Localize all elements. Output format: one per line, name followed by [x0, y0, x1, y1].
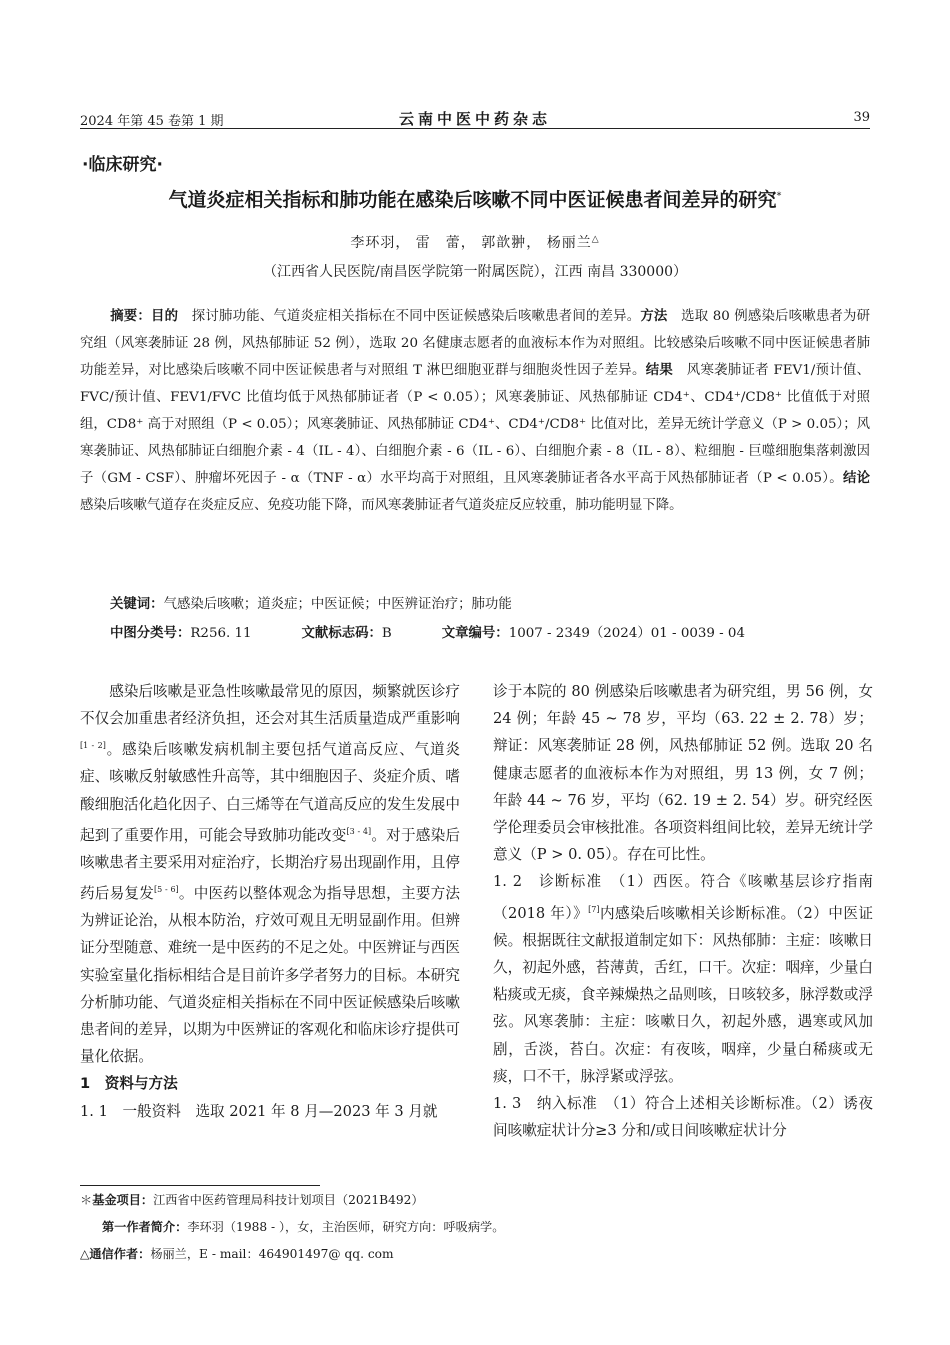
- page-number: 39: [853, 110, 870, 125]
- subsection-1-3: 1. 3 纳入标准 （1）符合上述相关诊断标准。（2）诱夜间咳嗽症状计分≥3 分和/或日间咳嗽症状计分: [493, 1094, 873, 1140]
- affiliation: （江西省人民医院/南昌医学院第一附属医院），江西 南昌 330000）: [262, 264, 688, 280]
- results-label: 结果: [645, 363, 674, 378]
- citation: [5 - 6]: [154, 885, 179, 895]
- objective-text: 探讨肺功能、气道炎症相关指标在不同中医证候感染后咳嗽患者间的差异。: [191, 309, 641, 324]
- first-author-note: 第一作者简介：李环羽（1988 - ），女，主治医师，研究方向：呼吸病学。: [102, 1220, 505, 1234]
- author-list: [0, 232, 950, 252]
- issue-info: 2024 年第 45 卷第 1 期: [80, 114, 224, 129]
- journal-name: 云南中医中药杂志: [398, 110, 551, 128]
- results-text: 风寒袭肺证者 FEV1/预计值、FVC/预计值、FEV1/FVC 比值均低于风热郁肺证者（P < 0.05）；风寒袭肺证、风热郁肺证 CD4⁺、CD4⁺/CD8⁺ 比值低于对照组，CD8⁺ 高于对照组（P < 0.05）；风寒袭肺证、风热郁肺证 CD4⁺、CD4⁺/CD8⁺ 比值对比，差异无统计学意义（P > 0.05）；风寒袭肺证、风热郁肺证白细胞介素 - 4（IL - 4）、白细胞介素 - 6（IL - 6）、白细胞介素 - 8（IL - 8）、粒细胞 - 巨噬细胞集落刺激因子（GM - CSF）、肿瘤坏死因子 - α（TNF - α）水平均高于对照组，且风寒袭肺证者各水平高于风热郁肺证者（P < 0.05）。: [80, 363, 871, 486]
- article-number: 文章编号：1007 - 2349（2024）01 - 0039 - 04: [441, 626, 745, 641]
- objective-label: 目的: [150, 309, 179, 324]
- citation: [7]: [588, 904, 600, 914]
- subsection-1-2: 1. 2 诊断标准 （1）西医。符合《咳嗽基层诊疗指南（2018 年）》[7]内感染后咳嗽相关诊断标准。（2）中医证候。根据既往文献报道制定如下：风热郁肺：主症：咳嗽日久，初起外感，苔薄黄，舌红，口干。次症：咽痒，少量白粘痰或无痰，食辛辣燥热之品则咳，日咳较多，脉浮数或浮弦。风寒袭肺：主症：咳嗽日久，初起外感，遇寒或风加剧，舌淡，苔白。次症：有夜咳，咽痒，少量白稀痰或无痰，口不干，脉浮紧或浮弦。: [493, 873, 873, 1085]
- citation: [1 - 2]: [80, 741, 106, 751]
- funding-note: ＊基金项目：江西省中医药管理局科技计划项目（2021B492）: [80, 1193, 424, 1207]
- body-column-left: [80, 678, 460, 1125]
- methods-text: 选取 80 例感染后咳嗽患者为研究组（风寒袭肺证 28 例，风热郁肺证 52 例），选取 20 名健康志愿者的血液标本作为对照组。比较感染后咳嗽不同中医证候患者肺功能差异，对比感染后咳嗽不同中医证候患者与对照组 T 淋巴细胞亚群与细胞炎性因子差异。: [80, 309, 870, 378]
- conclusion-label: 结论: [842, 471, 870, 486]
- title-text: 气道炎症相关指标和肺功能在感染后咳嗽不同中医证候患者间差异的研究: [168, 189, 777, 211]
- conclusion-text: 感染后咳嗽气道存在炎症反应、免疫功能下降，而风寒袭肺证者气道炎症反应较重，肺功能明显下降。: [80, 498, 683, 513]
- author-names: 李环羽， 雷 蕾， 郭歆翀， 杨丽兰: [350, 235, 592, 251]
- footnote-rule: [80, 1185, 320, 1186]
- classification-line: [110, 622, 870, 641]
- section-heading-1: 1 资料与方法: [80, 1075, 178, 1093]
- title-mark: *: [776, 190, 782, 202]
- corresponding-author-note: △通信作者：杨丽兰，E - mail：464901497@ qq. com: [80, 1247, 394, 1261]
- methods-label: 方法: [640, 309, 668, 324]
- keywords-label: 关键词：: [110, 597, 164, 612]
- keywords-text: 气感染后咳嗽；道炎症；中医证候；中医辨证治疗；肺功能: [163, 597, 512, 612]
- document-code: 文献标志码：B: [301, 626, 392, 641]
- body-column-right: [493, 678, 873, 1144]
- abstract: [80, 303, 870, 519]
- citation: [3 - 4]: [346, 826, 372, 836]
- keywords: [110, 593, 512, 612]
- subsection-1-1-cont: 诊于本院的 80 例感染后咳嗽患者为研究组，男 56 例，女 24 例；年龄 45 ~ 78 岁，平均（63. 22 ± 2. 78）岁；辩证：风寒袭肺证 28 例，风热郁肺证 52 例。选取 20 名健康志愿者的血液标本作为对照组，男 13 例，女 7 例；年龄 44 ~ 76 岁，平均（62. 19 ± 2. 54）岁。研究经医学伦理委员会审核批准。各项资料组间比较，差异无统计学意义（P > 0. 05）。存在可比性。: [493, 683, 873, 864]
- clc-code: 中图分类号：R256. 11: [110, 626, 252, 641]
- article-title: [0, 185, 950, 212]
- footnotes: [80, 1187, 870, 1268]
- abstract-label: 摘要：: [110, 309, 151, 324]
- subsection-1-1: 1. 1 一般资料 选取 2021 年 8 月—2023 年 3 月就: [80, 1102, 438, 1120]
- author-mark: △: [591, 234, 600, 245]
- header-rule: [80, 128, 870, 129]
- intro-paragraph: 感染后咳嗽是亚急性咳嗽最常见的原因，频繁就医诊疗不仅会加重患者经济负担，还会对其生活质量造成严重影响[1 - 2]。感染后咳嗽发病机制主要包括气道高反应、气道炎症、咳嗽反射敏感性升高等，其中细胞因子、炎症介质、嗜酸细胞活化趋化因子、白三烯等在气道高反应的发生发展中起到了重要作用，可能会导致肺功能改变[3 - 4]。对于感染后咳嗽患者主要采用对症治疗，长期治疗易出现副作用，且停药后易复发[5 - 6]。中医药以整体观念为指导思想，主要方法为辨证论治，从根本防治，疗效可观且无明显副作用。但辨证分型随意、难统一是中医药的不足之处。中医辨证与西医实验室量化指标相结合是目前许多学者努力的目标。本研究分析肺功能、气道炎症相关指标在不同中医证候感染后咳嗽患者间的差异，以期为中医辨证的客观化和临床诊疗提供可量化依据。: [80, 683, 460, 1066]
- section-label: ·临床研究·: [82, 155, 163, 175]
